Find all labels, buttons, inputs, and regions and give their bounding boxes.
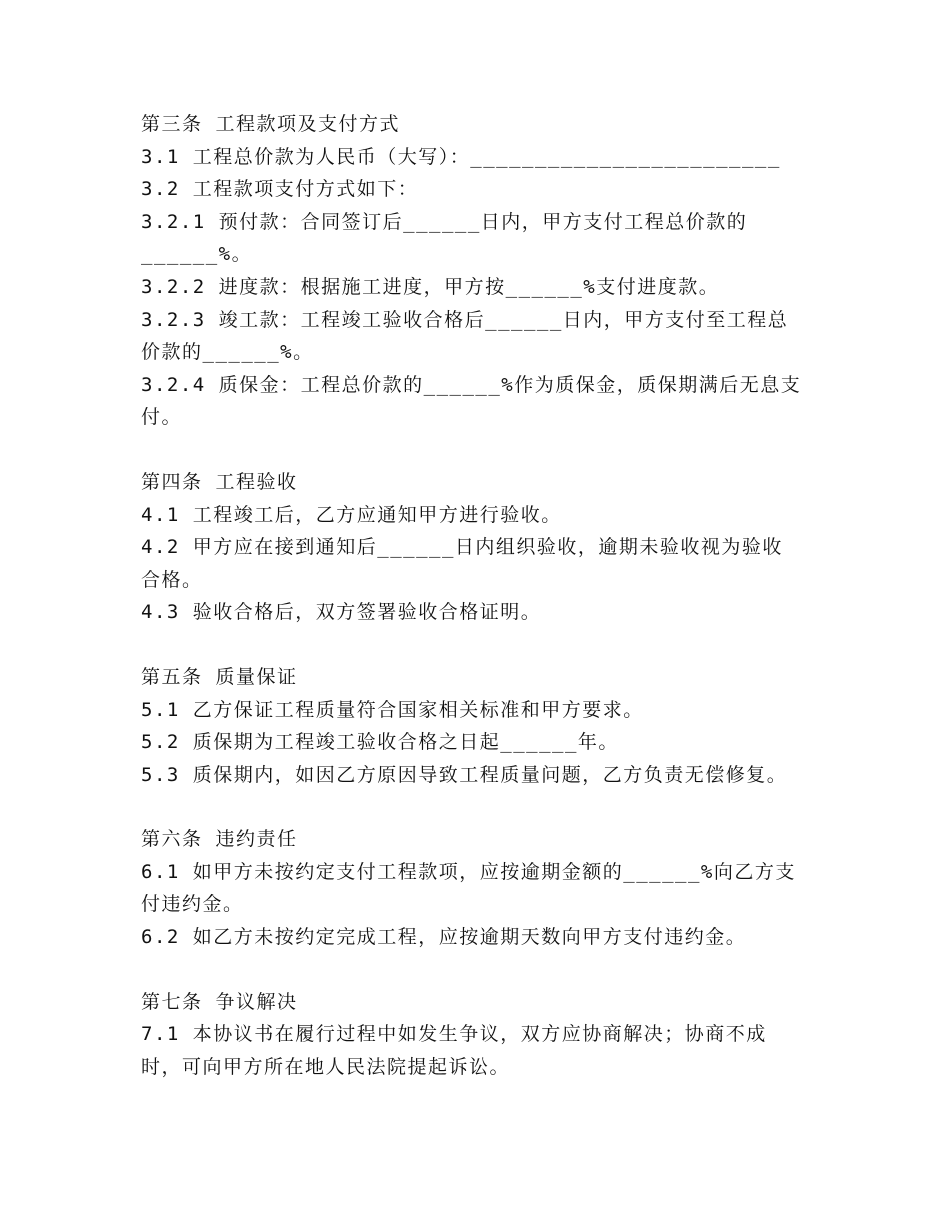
clause-line: 3.2 工程款项支付方式如下： (141, 178, 419, 201)
clause-line: 4.1 工程竣工后，乙方应通知甲方进行验收。 (141, 503, 562, 526)
article-4 (141, 466, 931, 629)
clause-line: 付违约金。 (141, 893, 244, 916)
clause-line: 3.2.2 进度款：根据施工进度，甲方按______%支付进度款。 (141, 275, 720, 298)
clause-line: 5.2 质保期为工程竣工验收合格之日起______年。 (141, 731, 619, 754)
clause-line: 合格。 (141, 568, 203, 591)
section-gap (141, 629, 931, 661)
clause-line: 价款的______%。 (141, 341, 314, 364)
article-heading: 第六条 违约责任 (141, 828, 298, 851)
clause-line: 3.2.4 质保金：工程总价款的______%作为质保金，质保期满后无息支 (141, 373, 802, 396)
clause-line: 时，可向甲方所在地人民法院提起诉讼。 (141, 1055, 511, 1078)
document-body (141, 108, 931, 1083)
clause-line: 7.1 本协议书在履行过程中如发生争议，双方应协商解决；协商不成 (141, 1023, 767, 1046)
article-heading: 第七条 争议解决 (141, 990, 298, 1013)
clause-line: 3.2.3 竣工款：工程竣工验收合格后______日内，甲方支付至工程总 (141, 308, 789, 331)
clause-line: 4.2 甲方应在接到通知后______日内组织验收，逾期未验收视为验收 (141, 536, 783, 559)
article-heading: 第三条 工程款项及支付方式 (141, 113, 400, 135)
clause-line: 6.2 如乙方未按约定完成工程，应按逾期天数向甲方支付违约金。 (141, 926, 747, 949)
clause-line: 4.3 验收合格后，双方签署验收合格证明。 (141, 601, 542, 624)
clause-line: 5.1 乙方保证工程质量符合国家相关标准和甲方要求。 (141, 698, 644, 721)
article-heading: 第五条 质量保证 (141, 665, 298, 688)
article-5 (141, 661, 931, 791)
article-heading: 第四条 工程验收 (141, 470, 298, 493)
clause-line: 付。 (141, 406, 183, 429)
article-3 (141, 108, 931, 434)
clause-line: 5.3 质保期内，如因乙方原因导致工程质量问题，乙方负责无偿修复。 (141, 763, 788, 786)
section-gap (141, 954, 931, 986)
section-gap (141, 434, 931, 466)
clause-line: 3.1 工程总价款为人民币（大写）：________________________ (141, 145, 781, 168)
section-gap (141, 791, 931, 823)
clause-line: 6.1 如甲方未按约定支付工程款项，应按逾期金额的______%向乙方支 (141, 860, 796, 883)
clause-line: ______%。 (141, 243, 253, 266)
clause-line: 3.2.1 预付款：合同签订后______日内，甲方支付工程总价款的 (141, 210, 748, 233)
article-7 (141, 986, 931, 1084)
article-6 (141, 823, 931, 953)
